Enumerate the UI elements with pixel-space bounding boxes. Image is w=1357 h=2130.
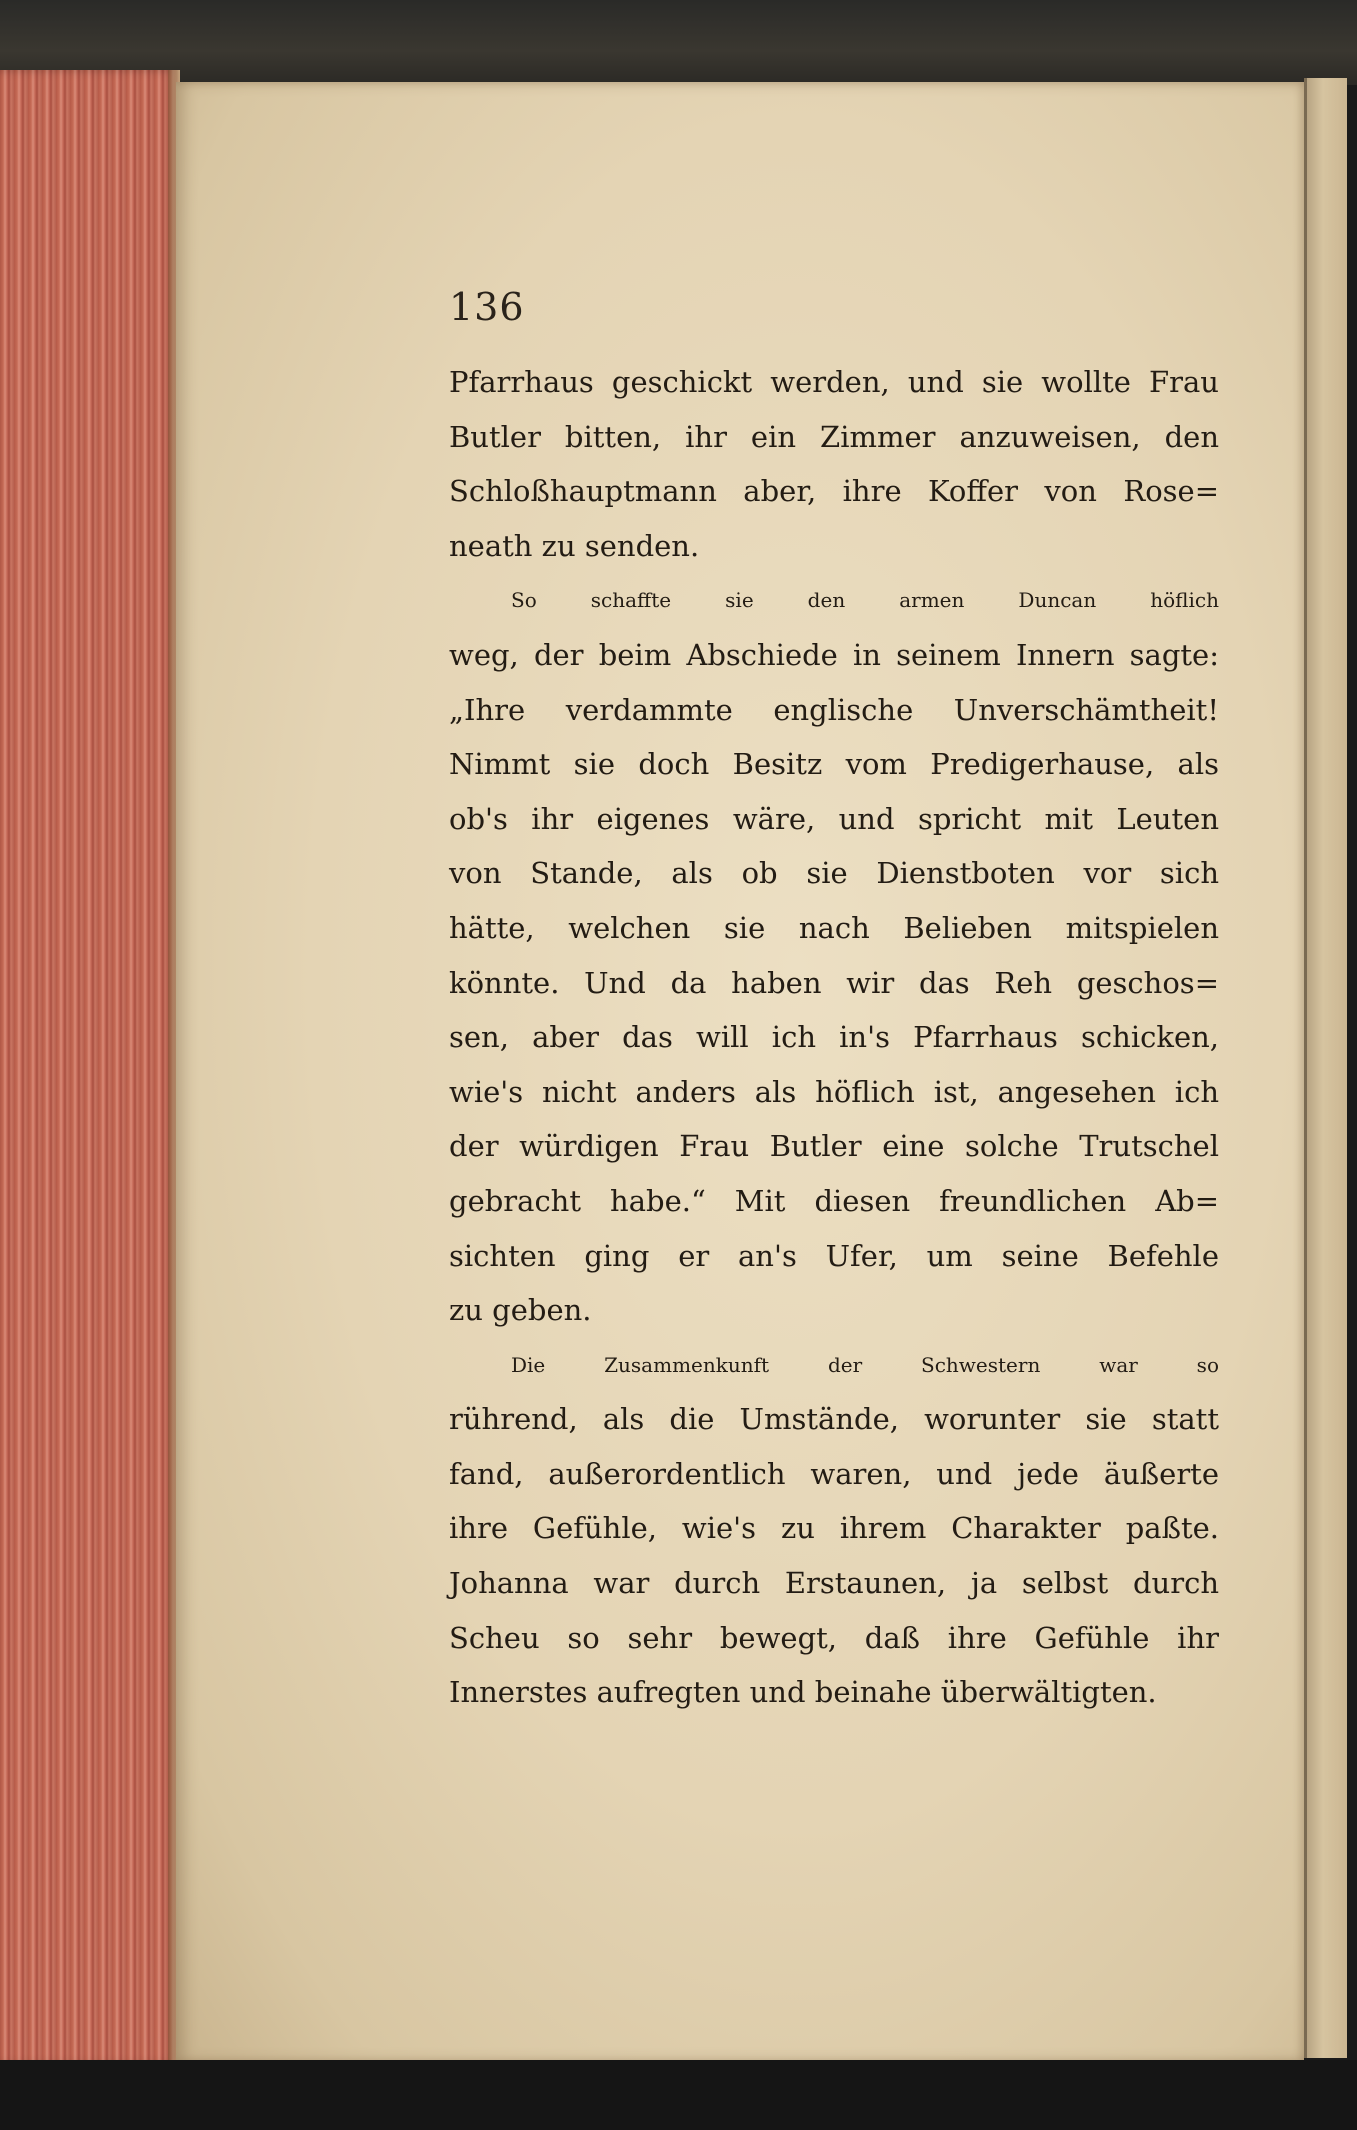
text-line: ihre Gefühle, wie's zu ihrem Charakter paßte.: [449, 1511, 1219, 1546]
text-line: gebracht habe.“ Mit diesen freundlichen Ab=: [449, 1183, 1219, 1218]
text-line: ob's ihr eigenes wäre, und spricht mit Leuten: [449, 801, 1219, 836]
text-line: „Ihre verdammte englische Unverschämtheit!: [449, 692, 1219, 727]
text-line: neath zu senden.: [449, 528, 700, 563]
book-cover-bottom: [0, 2060, 1357, 2130]
text-line: Scheu so sehr bewegt, daß ihre Gefühle ihr: [449, 1620, 1219, 1655]
text-line: Nimmt sie doch Besitz vom Predigerhause, als: [449, 747, 1219, 782]
text-line: So schaffte sie den armen Duncan höflich: [511, 588, 1219, 613]
text-line: hätte, welchen sie nach Belieben mitspielen: [449, 910, 1219, 945]
page-text: [449, 355, 1219, 1720]
book-cover-top: [0, 0, 1357, 85]
text-line: Pfarrhaus geschickt werden, und sie wollte Frau: [449, 365, 1219, 399]
text-line: könnte. Und da haben wir das Reh geschos=: [449, 965, 1219, 1000]
page-number: 136: [449, 285, 525, 329]
text-line: Butler bitten, ihr ein Zimmer anzuweisen, den: [449, 419, 1219, 454]
text-line: Innerstes aufregten und beinahe überwältigten.: [449, 1675, 1157, 1710]
text-line: zu geben.: [449, 1293, 592, 1328]
text-line: rührend, als die Umstände, worunter sie statt: [449, 1402, 1219, 1437]
text-line: fand, außerordentlich waren, und jede äußerte: [449, 1456, 1219, 1491]
text-line: sichten ging er an's Ufer, um seine Befehle: [449, 1238, 1219, 1273]
page-edges: [0, 70, 180, 2065]
text-line: von Stande, als ob sie Dienstboten vor sich: [449, 856, 1219, 891]
text-line: Schloßhauptmann aber, ihre Koffer von Rose=: [449, 474, 1219, 509]
text-line: sen, aber das will ich in's Pfarrhaus schicken,: [449, 1020, 1219, 1055]
text-line: der würdigen Frau Butler eine solche Trutschel: [449, 1129, 1219, 1164]
text-line: Die Zusammenkunft der Schwestern war so: [511, 1352, 1219, 1377]
text-line: wie's nicht anders als höflich ist, angesehen ich: [449, 1074, 1219, 1109]
next-page-edge: [1304, 78, 1347, 2058]
text-line: weg, der beim Abschiede in seinem Innern sagte:: [449, 637, 1219, 672]
text-line: Johanna war durch Erstaunen, ja selbst durch: [449, 1566, 1219, 1601]
